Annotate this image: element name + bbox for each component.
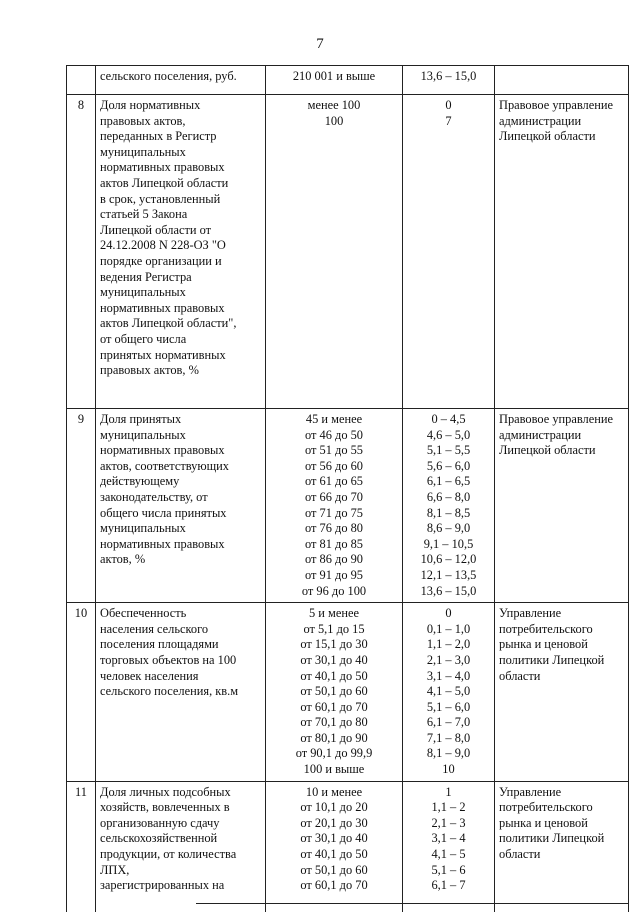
indicator-name-cell: Доля принятых муниципальных нормативных правовых актов, соответствующих действующему законодательству, от общего числа принятых муниципальных нормативных правовых актов, % [96, 409, 266, 603]
responsible-cell: Правовое управление администрации Липецкой области [495, 95, 629, 409]
value-range-cell: 210 001 и выше [266, 66, 403, 95]
responsible-cell [495, 66, 629, 95]
row-number-cell: 8 [67, 95, 96, 409]
table-row [67, 409, 629, 603]
indicator-name-cell: Обеспеченность населения сельского поселения площадями торговых объектов на 100 человек населения сельского поселения, кв.м [96, 603, 266, 782]
row-number-cell: 10 [67, 603, 96, 782]
indicator-name-cell: сельского поселения, руб. [96, 66, 266, 95]
page-number: 7 [316, 36, 324, 52]
responsible-cell: Управление потребительского рынка и ценовой политики Липецкой области [495, 781, 629, 912]
row-number-cell [67, 66, 96, 95]
score-cell: 1 1,1 – 2 2,1 – 3 3,1 – 4 4,1 – 5 5,1 – 6 6,1 – 7 [403, 781, 495, 912]
responsible-cell: Управление потребительского рынка и ценовой политики Липецкой области [495, 603, 629, 782]
table-row [67, 66, 629, 95]
indicator-name-cell: Доля нормативных правовых актов, переданных в Регистр муниципальных нормативных правовых актов Липецкой области в срок, установленный статьей 5 Закона Липецкой области от 24.12.2008 N 228-ОЗ "О порядке организации и ведения Регистра муниципальных нормативных правовых актов Липецкой области", от общего числа принятых нормативных правовых актов, % [96, 95, 266, 409]
responsible-cell: Правовое управление администрации Липецкой области [495, 409, 629, 603]
table-row [67, 603, 629, 782]
score-cell: 0 7 [403, 95, 495, 409]
indicator-name-cell: Доля личных подсобных хозяйств, вовлеченных в организованную сдачу сельскохозяйственной продукции, от количества ЛПХ, зарегистрированных на [96, 781, 266, 912]
score-cell: 0 0,1 – 1,0 1,1 – 2,0 2,1 – 3,0 3,1 – 4,0 4,1 – 5,0 5,1 – 6,0 6,1 – 7,0 7,1 – 8,0 8,1 – 9,0 10 [403, 603, 495, 782]
page-bottom-rule [196, 903, 628, 904]
value-range-cell: 45 и менее от 46 до 50 от 51 до 55 от 56 до 60 от 61 до 65 от 66 до 70 от 71 до 75 от 76 до 80 от 81 до 85 от 86 до 90 от 91 до 95 от 96 до 100 [266, 409, 403, 603]
score-cell: 13,6 – 15,0 [403, 66, 495, 95]
value-range-cell: 10 и менее от 10,1 до 20 от 20,1 до 30 от 30,1 до 40 от 40,1 до 50 от 50,1 до 60 от 60,1 до 70 [266, 781, 403, 912]
value-range-cell: 5 и менее от 5,1 до 15 от 15,1 до 30 от 30,1 до 40 от 40,1 до 50 от 50,1 до 60 от 60,1 до 70 от 70,1 до 80 от 80,1 до 90 от 90,1 до 99,9 100 и выше [266, 603, 403, 782]
table-row [67, 781, 629, 912]
row-number-cell: 9 [67, 409, 96, 603]
score-cell: 0 – 4,5 4,6 – 5,0 5,1 – 5,5 5,6 – 6,0 6,1 – 6,5 6,6 – 8,0 8,1 – 8,5 8,6 – 9,0 9,1 – 10,5 10,6 – 12,0 12,1 – 13,5 13,6 – 15,0 [403, 409, 495, 603]
value-range-cell: менее 100 100 [266, 95, 403, 409]
criteria-table [66, 65, 629, 912]
row-number-cell: 11 [67, 781, 96, 912]
table-row [67, 95, 629, 409]
